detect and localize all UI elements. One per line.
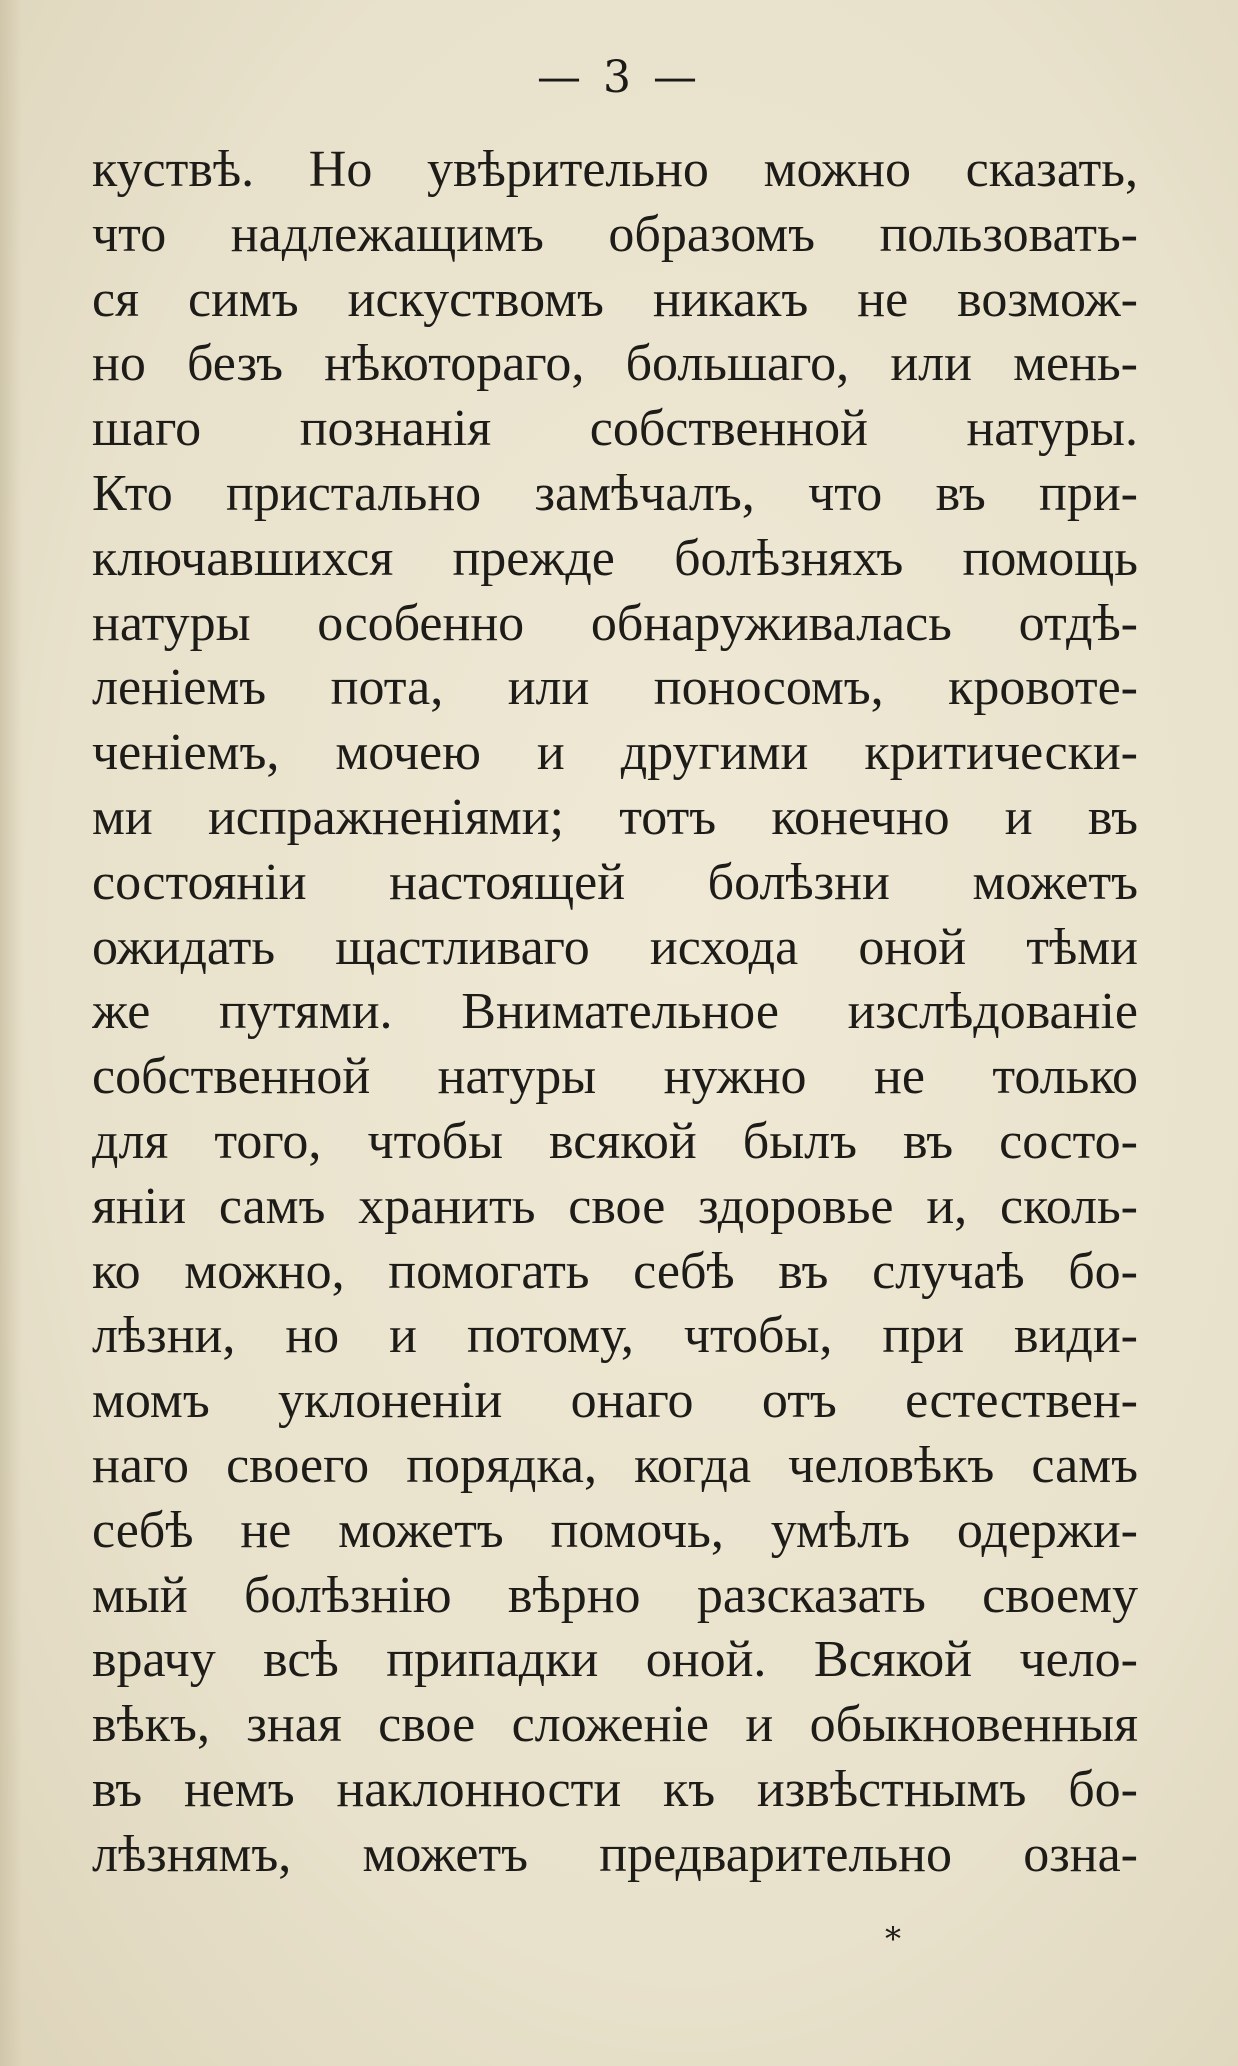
text-line: мый болѣзнію вѣрно разсказать своему — [92, 1566, 1138, 1624]
text-line: въ немъ наклонности къ извѣстнымъ бо- — [92, 1760, 1138, 1818]
text-line: шаго познанія собственной натуры. — [92, 400, 1138, 458]
text-line: момъ уклоненіи онаго отъ естествен- — [92, 1372, 1138, 1430]
body-text — [92, 138, 1138, 1888]
text-line: наго своего порядка, когда человѣкъ самъ — [92, 1436, 1138, 1494]
page-gutter-shadow — [0, 0, 22, 2066]
text-line: натуры особенно обнаруживалась отдѣ- — [92, 594, 1138, 652]
text-line: но безъ нѣкотораго, большаго, или мень- — [92, 335, 1138, 393]
text-line: вѣкъ, зная свое сложеніе и обыкновенныя — [92, 1696, 1138, 1754]
text-line: ченіемъ, мочею и другими критически- — [92, 724, 1138, 782]
text-line: лѣзнямъ, можетъ предварительно озна- — [92, 1825, 1138, 1883]
text-line: для того, чтобы всякой былъ въ состо- — [92, 1112, 1138, 1170]
text-line: лѣзни, но и потому, чтобы, при види- — [92, 1307, 1138, 1365]
text-line: себѣ не можетъ помочь, умѣлъ одержи- — [92, 1501, 1138, 1559]
text-line: ключавшихся прежде болѣзняхъ помощь — [92, 529, 1138, 587]
text-line: ся симъ искуствомъ никакъ не возмож- — [92, 270, 1138, 328]
text-line: Кто пристально замѣчалъ, что въ при- — [92, 464, 1138, 522]
text-line: куствѣ. Но увѣрительно можно сказать, — [92, 141, 1138, 198]
text-line: ожидать щастливаго исхода оной тѣми — [92, 918, 1138, 976]
text-line: леніемъ пота, или поносомъ, кровоте- — [92, 659, 1138, 717]
signature-mark: * — [885, 1920, 901, 1958]
page-number-header: — 3 — — [537, 52, 701, 103]
text-line: собственной натуры нужно не только — [92, 1048, 1138, 1106]
text-line: ми испражненіями; тотъ конечно и въ — [92, 788, 1138, 846]
text-line: яніи самъ хранить свое здоровье и, сколь- — [92, 1177, 1138, 1235]
text-line: что надлежащимъ образомъ пользовать- — [92, 205, 1138, 263]
text-line: ко можно, помогать себѣ въ случаѣ бо- — [92, 1242, 1138, 1300]
text-line: врачу всѣ припадки оной. Всякой чело- — [92, 1631, 1138, 1689]
text-line: же путями. Внимательное изслѣдованіе — [92, 983, 1138, 1041]
text-line: состояніи настоящей болѣзни можетъ — [92, 853, 1138, 911]
